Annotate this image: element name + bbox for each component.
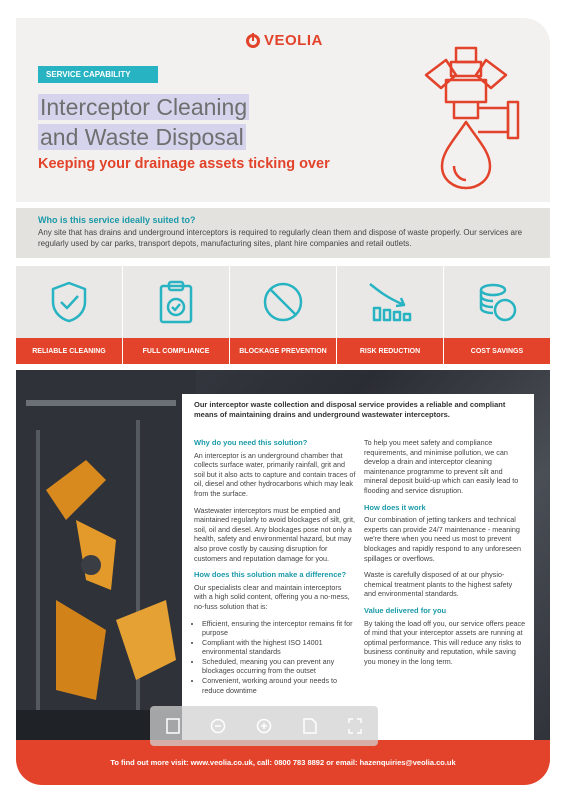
feature-cost-savings bbox=[443, 266, 550, 364]
feature-reliable-cleaning bbox=[16, 266, 122, 364]
document-page bbox=[16, 18, 550, 785]
viewer-toolbar bbox=[150, 706, 378, 746]
industrial-robot-image bbox=[16, 370, 196, 740]
why-paragraph-1: An interceptor is an underground chamber that collects surface water, primarily rainfall, grit and soil but it also acts to capture and contain traces of oil, diesel and other hydrocarbons which may leak from the surface. bbox=[194, 450, 356, 498]
how-paragraph-1: Our combination of jetting tankers and technical experts can provide 24/7 maintenance - meaning we're there when you need us most to prevent blockages and rapidly respond to any unforeseen spillages or overflows. bbox=[364, 515, 522, 563]
pipe-drop-icon bbox=[396, 40, 536, 190]
brand-logo bbox=[246, 32, 323, 49]
feature-label: FULL COMPLIANCE bbox=[123, 338, 229, 364]
suited-heading: Who is this service ideally suited to? bbox=[38, 215, 196, 225]
difference-paragraph: Our specialists clear and maintain interceptors with a high solid content, offering you a no-mess, no-fuss solution that is: bbox=[194, 582, 350, 611]
service-tag: SERVICE CAPABILITY bbox=[38, 66, 158, 83]
feature-label: RISK REDUCTION bbox=[337, 338, 443, 364]
how-paragraph-2: Waste is carefully disposed of at our physio-chemical treatment plants to the highest safety and environmental standards. bbox=[364, 570, 513, 599]
right-column bbox=[364, 438, 526, 673]
feature-strip bbox=[16, 266, 550, 364]
suited-text: Any site that has drains and underground interceptors is required to regularly clean them and dispose of waste properly. Our services are regularly used by car parks, transport depots, manufacturing sites, plant hire companies and retail outlets. bbox=[38, 228, 523, 248]
brand-name: VEOLIA bbox=[264, 32, 323, 49]
chart-down-icon bbox=[366, 280, 414, 324]
list-item: • Convenient, working around your needs to reduce downtime bbox=[202, 676, 356, 695]
value-paragraph: By taking the load off you, our service offers peace of mind that your interceptor assets are running at optimal performance. This will reduce any risks to business continuity and reputation, while saving you money in the long term. bbox=[364, 618, 526, 666]
feature-full-compliance bbox=[122, 266, 229, 364]
prohibited-icon bbox=[261, 280, 305, 324]
difference-heading: How does this solution make a difference? bbox=[194, 570, 347, 580]
benefits-list bbox=[194, 619, 356, 696]
list-item: • Efficient, ensuring the interceptor remains fit for purpose bbox=[202, 619, 356, 638]
page-icon bbox=[166, 718, 180, 734]
veolia-logo-icon bbox=[246, 34, 260, 48]
fullscreen-button[interactable] bbox=[346, 717, 364, 735]
list-item: • Scheduled, meaning you can prevent any blockages occurring from the outset bbox=[202, 657, 356, 676]
title-line-2: and Waste Disposal bbox=[40, 124, 244, 150]
content-panel bbox=[182, 394, 534, 740]
zoom-out-button[interactable] bbox=[209, 717, 227, 735]
title-line-1: Interceptor Cleaning bbox=[40, 94, 248, 120]
fullscreen-icon bbox=[348, 718, 362, 734]
feature-label: RELIABLE CLEANING bbox=[16, 338, 122, 364]
value-heading: Value delivered for you bbox=[364, 605, 447, 615]
right-paragraph-1: To help you meet safety and compliance requirements, and minimise pollution, we can develop a drain and interceptor cleaning maintenance programme to prevent silt and mineral deposit build-up which can easily lead to flooding and service disruption. bbox=[364, 438, 519, 495]
footer-contact: To find out more visit: www.veolia.co.uk, call: 0800 783 8892 or email: hazenquiries@veolia.co.uk bbox=[110, 758, 456, 767]
header-section bbox=[16, 18, 550, 202]
clipboard-check-icon bbox=[158, 279, 194, 325]
feature-risk-reduction bbox=[336, 266, 443, 364]
list-item: • Compliant with the highest ISO 14001 environmental standards bbox=[202, 638, 356, 657]
why-heading: Why do you need this solution? bbox=[194, 438, 308, 447]
zoom-out-icon bbox=[210, 718, 226, 734]
feature-label: BLOCKAGE PREVENTION bbox=[230, 338, 336, 364]
page-subtitle: Keeping your drainage assets ticking over bbox=[38, 156, 330, 172]
document-icon bbox=[303, 718, 317, 734]
page-title bbox=[38, 92, 249, 152]
coins-icon bbox=[475, 280, 519, 324]
footer-bar bbox=[16, 740, 550, 785]
feature-label: COST SAVINGS bbox=[444, 338, 550, 364]
page-view-button[interactable] bbox=[164, 717, 182, 735]
document-button[interactable] bbox=[301, 717, 319, 735]
why-paragraph-2: Wastewater interceptors must be emptied and maintained regularly to avoid blockages of silt, grit, soil, oil and diesel. Any blockages pose not only a health, safety and environmental hazard, but may also prove costly by causing disruption for customers and reputation damage for you. bbox=[194, 505, 356, 563]
feature-blockage-prevention bbox=[229, 266, 336, 364]
how-heading: How does it work bbox=[364, 502, 426, 512]
zoom-in-button[interactable] bbox=[255, 717, 273, 735]
intro-text: Our interceptor waste collection and disposal service provides a reliable and compliant means of maintaining drains and underground wastewater interceptors. bbox=[194, 400, 506, 419]
suited-section bbox=[16, 208, 550, 258]
zoom-in-icon bbox=[256, 718, 272, 734]
left-column bbox=[194, 438, 356, 701]
shield-check-icon bbox=[49, 280, 89, 324]
robot-photo bbox=[16, 370, 550, 740]
